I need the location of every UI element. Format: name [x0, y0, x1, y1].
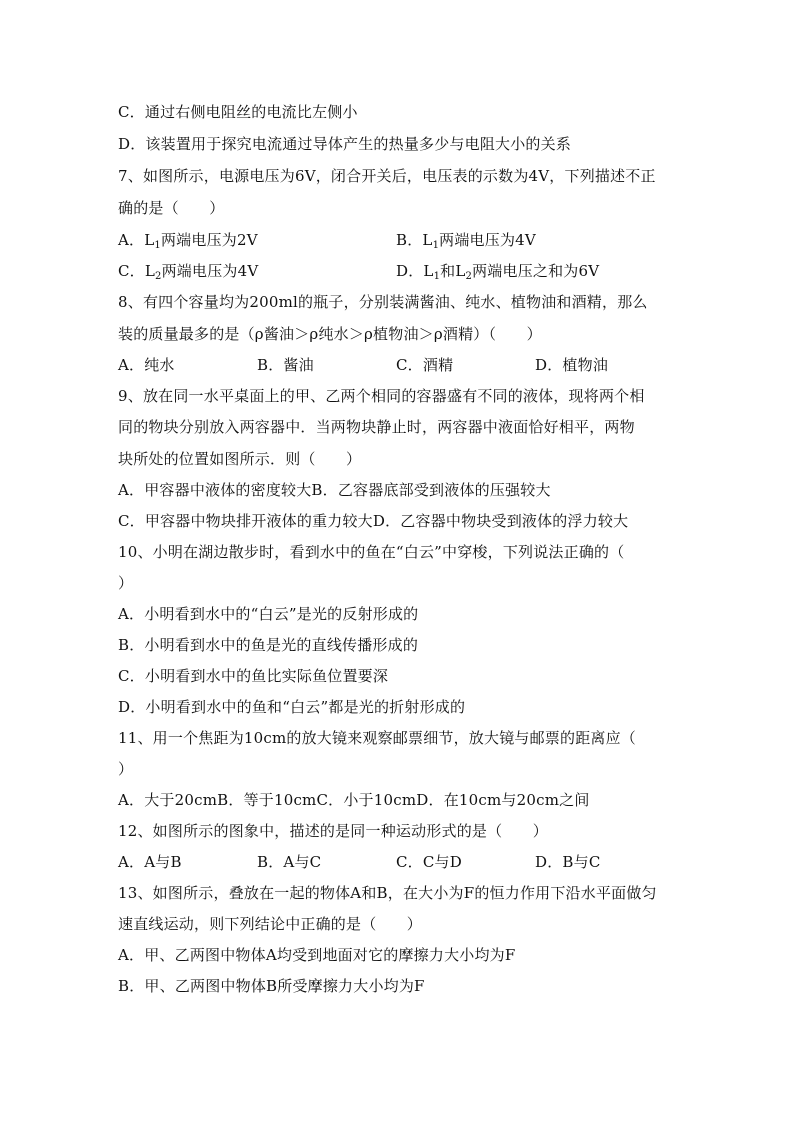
q7-stem-line1: 7、如图所示，电源电压为6V，闭合开关后，电压表的示数为4V，下列描述不正: [118, 167, 656, 185]
q13-stem-line1: 13、如图所示，叠放在一起的物体A和B，在大小为F的恒力作用下沿水平面做匀: [118, 884, 657, 902]
q11-stem-line2: ）: [118, 760, 134, 778]
q13-stem-line2: 速直线运动，则下列结论中正确的是（ ）: [118, 915, 423, 933]
q12-stem: 12、如图所示的图象中，描述的是同一种运动形式的是（ ）: [118, 822, 548, 840]
q8-stem-line2: 装的质量最多的是（ρ酱油＞ρ纯水＞ρ植物油＞ρ酒精）（ ）: [118, 325, 542, 343]
q7-stem-line2: 确的是（ ）: [118, 199, 225, 217]
q10-option-d: D．小明看到水中的鱼和“白云”都是光的折射形成的: [118, 698, 466, 716]
q10-option-c: C．小明看到水中的鱼比实际鱼位置要深: [118, 667, 389, 685]
q12-option-a: A．A与B: [118, 853, 182, 871]
q12-option-d: D．B与C: [535, 853, 601, 871]
q13-option-a: A．甲、乙两图中物体A均受到地面对它的摩擦力大小均为F: [118, 946, 516, 964]
q12-option-c: C．C与D: [396, 853, 462, 871]
q11-stem-line1: 11、用一个焦距为10cm的放大镜来观察邮票细节，放大镜与邮票的距离应（: [118, 729, 637, 747]
q9-options-ab: A．甲容器中液体的密度较大B．乙容器底部受到液体的压强较大: [118, 481, 551, 499]
q9-stem-line3: 块所处的位置如图所示．则（ ）: [118, 450, 362, 468]
q7-option-a: A．$L_1$两端电压为2V: [118, 231, 258, 251]
q10-stem-line1: 10、小明在湖边散步时，看到水中的鱼在“白云”中穿梭，下列说法正确的（: [118, 543, 625, 561]
q8-option-b: B．酱油: [257, 356, 314, 374]
q9-stem-line2: 同的物块分别放入两容器中．当两物块静止时，两容器中液面恰好相平，两物: [118, 418, 635, 436]
q7-option-b: B．$L_1$两端电压为4V: [396, 231, 536, 251]
q13-option-b: B．甲、乙两图中物体B所受摩擦力大小均为F: [118, 977, 425, 995]
q6-option-c: C．通过右侧电阻丝的电流比左侧小: [118, 103, 358, 121]
q9-stem-line1: 9、放在同一水平桌面上的甲、乙两个相同的容器盛有不同的液体，现将两个相: [118, 387, 645, 405]
q7-option-d: D．$L_1$和$L_2$两端电压之和为6V: [396, 262, 600, 282]
q8-stem-line1: 8、有四个容量均为200ml的瓶子，分别装满酱油、纯水、植物油和酒精，那么: [118, 293, 648, 311]
q10-option-a: A．小明看到水中的“白云”是光的反射形成的: [118, 605, 419, 623]
q7-option-c: C．$L_2$两端电压为4V: [118, 262, 259, 282]
q12-option-b: B．A与C: [257, 853, 322, 871]
q10-stem-line2: ）: [118, 574, 134, 592]
q8-option-a: A．纯水: [118, 356, 175, 374]
q10-option-b: B．小明看到水中的鱼是光的直线传播形成的: [118, 636, 419, 654]
q8-option-d: D．植物油: [535, 356, 609, 374]
q11-options: A．大于20cmB．等于10cmC．小于10cmD．在10cm与20cm之间: [118, 791, 590, 809]
q6-option-d: D．该装置用于探究电流通过导体产生的热量多少与电阻大小的关系: [118, 135, 572, 153]
q9-options-cd: C．甲容器中物块排开液体的重力较大D．乙容器中物块受到液体的浮力较大: [118, 512, 629, 530]
q8-option-c: C．酒精: [396, 356, 454, 374]
